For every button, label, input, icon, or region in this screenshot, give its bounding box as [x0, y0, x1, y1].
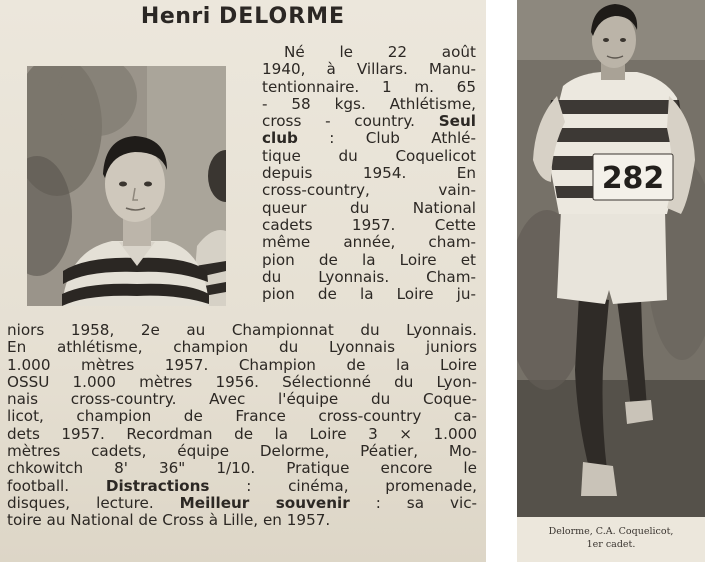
bio-fragment: : sa vic- [375, 493, 478, 512]
bio-line: tentionnaire. 1 m. 65 [262, 77, 476, 96]
bio-line [7, 495, 477, 512]
caption-line: Delorme, C.A. Coquelicot, [548, 526, 674, 537]
race-photo-clipping [517, 0, 705, 562]
bio-bold-seul: Seul [438, 112, 476, 131]
portrait-photo [27, 66, 226, 306]
bio-line: même année, cham- [262, 233, 476, 252]
bio-line: dets 1957. Recordman de la Loire 3 × 1.000 [7, 424, 477, 443]
bio-line: nais cross-country. Avec l'équipe du Coque- [7, 390, 477, 409]
bio-line: 1940, à Villars. Manu- [262, 60, 476, 79]
bio-fragment: football. [7, 476, 70, 495]
bio-line: Né le 22 août [284, 43, 476, 61]
bio-line: chkowitch 8' 36" 1/10. Pratique encore le [7, 459, 477, 478]
caption-line: 1er cadet. [586, 539, 636, 550]
bio-line: tique du Coquelicot [262, 146, 476, 165]
bio-club-rest: : Club Athlé- [297, 129, 476, 148]
bio-line: cadets 1957. Cette [262, 215, 476, 234]
bio-line [7, 478, 477, 495]
bio-fragment: cross - country. [262, 112, 416, 131]
bio-line [262, 130, 476, 147]
bio-line [262, 113, 476, 130]
runner-photo [517, 0, 705, 517]
bio-line: 1.000 mètres 1957. Champion de la Loire [7, 355, 477, 374]
bio-line: du Lyonnais. Cham- [262, 267, 476, 286]
heading-first-name: Henri [140, 4, 211, 29]
bio-line: depuis 1954. En [262, 164, 476, 183]
bio-line: pion de la Loire ju- [262, 285, 476, 304]
bio-line: mètres cadets, équipe Delorme, Péatier, Mo- [7, 442, 477, 461]
biography-text-wide [7, 322, 477, 530]
bio-line: toire au National de Cross à Lille, en 1957. [7, 511, 331, 530]
biography-text-narrow [262, 44, 476, 303]
bio-line: - 58 kgs. Athlétisme, [262, 94, 476, 113]
heading-last-name: DELORME [218, 4, 346, 29]
bio-line: En athlétisme, champion du Lyonnais juniors [7, 338, 477, 357]
bio-line: queur du National [262, 198, 476, 217]
bio-line: cross-country, vain- [262, 181, 476, 200]
athlete-name-heading [0, 4, 486, 29]
bib-number: 282 [601, 161, 665, 196]
bio-fragment: : cinéma, promenade, [246, 476, 478, 495]
bio-fragment: disques, lecture. [7, 493, 154, 512]
label-distractions: Distractions [105, 476, 210, 495]
bio-bold-club: club [262, 129, 298, 148]
photo-caption [517, 525, 705, 551]
bio-line: pion de la Loire et [262, 250, 476, 269]
bio-line: OSSU 1.000 mètres 1956. Sélectionné du Lyon- [7, 372, 477, 391]
label-meilleur-souvenir: Meilleur souvenir [179, 493, 350, 512]
bio-line: licot, champion de France cross-country ca- [7, 407, 477, 426]
bio-line: niors 1958, 2e au Championnat du Lyonnais. [7, 321, 477, 339]
